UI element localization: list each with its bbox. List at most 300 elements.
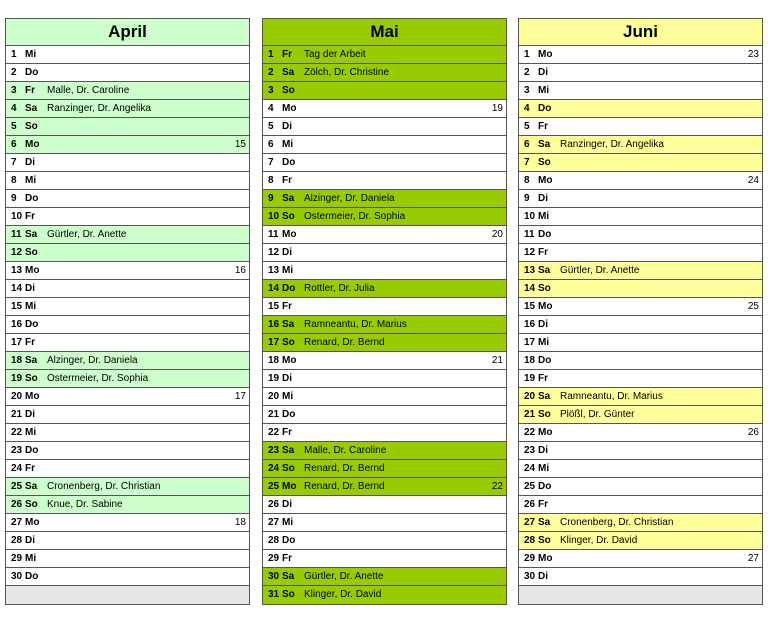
day-number: 30 [524, 571, 536, 582]
day-number: 19 [268, 373, 280, 384]
duty-name: Klinger, Dr. David [560, 535, 638, 546]
day-number: 3 [268, 85, 274, 96]
day-list [6, 46, 249, 604]
day-row [519, 136, 762, 154]
day-number: 22 [268, 427, 280, 438]
weekday: Mi [25, 553, 37, 564]
weekday: Di [538, 319, 548, 330]
day-row [263, 136, 506, 154]
day-number: 11 [268, 229, 279, 240]
day-number: 2 [268, 67, 274, 78]
day-number: 30 [11, 571, 23, 582]
day-number: 13 [11, 265, 23, 276]
weekday: Mi [538, 463, 550, 474]
weekday: Di [25, 535, 35, 546]
weekday: So [282, 211, 295, 222]
week-number: 23 [747, 49, 759, 60]
day-row [6, 442, 249, 460]
weekday: So [538, 535, 551, 546]
weekday: So [538, 283, 551, 294]
day-row [6, 172, 249, 190]
weekday: Di [25, 409, 35, 420]
day-number: 9 [11, 193, 17, 204]
day-row [6, 64, 249, 82]
weekday: Do [282, 409, 296, 420]
duty-name: Gürtler, Dr. Anette [47, 229, 127, 240]
day-row [519, 226, 762, 244]
day-row [263, 532, 506, 550]
day-number: 28 [524, 535, 536, 546]
day-row [519, 280, 762, 298]
weekday: Mi [282, 265, 294, 276]
day-list [519, 46, 762, 604]
day-number: 26 [524, 499, 536, 510]
empty-row [519, 586, 762, 604]
duty-name: Ostermeier, Dr. Sophia [47, 373, 149, 384]
weekday: Do [282, 535, 296, 546]
day-row [6, 190, 249, 208]
duty-name: Gürtler, Dr. Anette [560, 265, 640, 276]
day-row [6, 208, 249, 226]
day-number: 11 [524, 229, 535, 240]
duty-name: Klinger, Dr. David [304, 589, 382, 600]
day-number: 6 [11, 139, 17, 150]
duty-name: Ranzinger, Dr. Angelika [560, 139, 664, 150]
weekday: Di [538, 67, 548, 78]
day-row [6, 82, 249, 100]
day-row [263, 496, 506, 514]
day-row [6, 478, 249, 496]
week-number: 16 [234, 265, 246, 276]
weekday: Mo [538, 553, 553, 564]
day-row [6, 136, 249, 154]
weekday: Mo [282, 481, 297, 492]
day-row [519, 370, 762, 388]
day-row [519, 568, 762, 586]
day-number: 11 [11, 229, 22, 240]
day-row [6, 370, 249, 388]
weekday: So [282, 85, 295, 96]
day-row [6, 100, 249, 118]
day-row [519, 442, 762, 460]
duty-name: Cronenberg, Dr. Christian [560, 517, 674, 528]
day-number: 12 [268, 247, 280, 258]
day-row [263, 118, 506, 136]
day-number: 20 [268, 391, 280, 402]
weekday: Fr [538, 247, 548, 258]
week-number: 21 [491, 355, 503, 366]
weekday: Fr [282, 553, 292, 564]
day-row [263, 460, 506, 478]
day-row [519, 532, 762, 550]
day-row [263, 190, 506, 208]
day-number: 18 [524, 355, 536, 366]
weekday: So [538, 409, 551, 420]
duty-name: Ramneantu, Dr. Marius [304, 319, 407, 330]
week-number: 26 [747, 427, 759, 438]
day-number: 29 [11, 553, 23, 564]
weekday: Mi [282, 391, 294, 402]
weekday: Di [282, 373, 292, 384]
day-row [519, 64, 762, 82]
day-number: 4 [11, 103, 17, 114]
day-number: 20 [11, 391, 23, 402]
weekday: Mo [25, 265, 40, 276]
weekday: Do [282, 157, 296, 168]
day-number: 8 [11, 175, 17, 186]
duty-name: Knue, Dr. Sabine [47, 499, 123, 510]
day-number: 4 [268, 103, 274, 114]
day-number: 14 [524, 283, 536, 294]
day-number: 19 [11, 373, 23, 384]
day-row [263, 262, 506, 280]
day-row [263, 352, 506, 370]
day-row [6, 154, 249, 172]
day-number: 6 [524, 139, 530, 150]
weekday: Di [25, 283, 35, 294]
day-row [263, 388, 506, 406]
day-number: 25 [268, 481, 280, 492]
day-number: 21 [524, 409, 536, 420]
day-number: 10 [524, 211, 536, 222]
day-number: 20 [524, 391, 536, 402]
weekday: Sa [25, 103, 38, 114]
day-row [6, 550, 249, 568]
day-number: 5 [268, 121, 274, 132]
duty-name: Tag der Arbeit [304, 49, 366, 60]
weekday: Do [538, 229, 552, 240]
day-number: 25 [524, 481, 536, 492]
day-row [263, 172, 506, 190]
weekday: Fr [282, 49, 292, 60]
weekday: So [25, 247, 38, 258]
day-number: 1 [268, 49, 274, 60]
day-number: 27 [524, 517, 536, 528]
day-row [6, 388, 249, 406]
day-row [519, 496, 762, 514]
weekday: Do [538, 103, 552, 114]
month-header: Juni [519, 19, 762, 46]
day-number: 25 [11, 481, 23, 492]
day-row [519, 244, 762, 262]
day-number: 15 [268, 301, 280, 312]
day-row [519, 208, 762, 226]
duty-name: Ramneantu, Dr. Marius [560, 391, 663, 402]
weekday: Fr [25, 337, 35, 348]
day-row [263, 244, 506, 262]
week-number: 19 [491, 103, 503, 114]
weekday: Fr [538, 373, 548, 384]
weekday: Di [25, 157, 35, 168]
weekday: Mi [25, 301, 37, 312]
day-number: 23 [524, 445, 536, 456]
day-row [519, 190, 762, 208]
day-number: 26 [11, 499, 23, 510]
day-number: 21 [268, 409, 280, 420]
day-row [6, 262, 249, 280]
day-number: 3 [11, 85, 17, 96]
day-row [519, 172, 762, 190]
day-row [263, 514, 506, 532]
day-number: 13 [268, 265, 280, 276]
day-number: 10 [268, 211, 280, 222]
weekday: Do [282, 283, 296, 294]
weekday: So [25, 373, 38, 384]
week-number: 25 [747, 301, 759, 312]
weekday: Fr [25, 463, 35, 474]
day-number: 13 [524, 265, 536, 276]
weekday: Do [25, 571, 39, 582]
weekday: Sa [25, 355, 38, 366]
day-row [263, 64, 506, 82]
weekday: Mo [282, 103, 297, 114]
weekday: Di [538, 571, 548, 582]
weekday: Di [282, 121, 292, 132]
weekday: Fr [282, 175, 292, 186]
day-row [263, 424, 506, 442]
day-row [263, 226, 506, 244]
day-row [519, 46, 762, 64]
day-row [519, 334, 762, 352]
day-number: 14 [11, 283, 23, 294]
duty-name: Ostermeier, Dr. Sophia [304, 211, 406, 222]
day-row [519, 154, 762, 172]
day-row [6, 298, 249, 316]
weekday: Sa [282, 445, 295, 456]
day-number: 15 [524, 301, 536, 312]
month-mai [262, 18, 507, 605]
day-number: 5 [524, 121, 530, 132]
weekday: Fr [282, 427, 292, 438]
weekday: So [25, 121, 38, 132]
month-header: April [6, 19, 249, 46]
week-number: 15 [234, 139, 246, 150]
weekday: Mi [25, 427, 37, 438]
day-row [519, 298, 762, 316]
weekday: Mi [538, 211, 550, 222]
weekday: So [25, 499, 38, 510]
day-number: 1 [11, 49, 17, 60]
weekday: Mo [282, 229, 297, 240]
day-number: 19 [524, 373, 536, 384]
duty-name: Cronenberg, Dr. Christian [47, 481, 161, 492]
day-row [519, 118, 762, 136]
day-row [263, 442, 506, 460]
weekday: Mi [538, 337, 550, 348]
week-number: 27 [747, 553, 759, 564]
weekday: Di [282, 247, 292, 258]
weekday: So [282, 589, 295, 600]
weekday: Mo [282, 355, 297, 366]
day-row [6, 244, 249, 262]
day-number: 22 [11, 427, 23, 438]
empty-row [6, 586, 249, 604]
day-row [263, 586, 506, 604]
weekday: Sa [538, 265, 551, 276]
day-number: 4 [524, 103, 530, 114]
duty-name: Malle, Dr. Caroline [47, 85, 130, 96]
day-row [263, 100, 506, 118]
day-number: 10 [11, 211, 23, 222]
day-row [263, 334, 506, 352]
day-number: 27 [268, 517, 280, 528]
day-number: 7 [11, 157, 17, 168]
day-number: 18 [11, 355, 23, 366]
day-row [263, 298, 506, 316]
duty-name: Renard, Dr. Bernd [304, 463, 385, 474]
day-number: 16 [268, 319, 280, 330]
duty-name: Alzinger, Dr. Daniela [47, 355, 138, 366]
day-row [6, 514, 249, 532]
weekday: Mo [538, 175, 553, 186]
day-number: 3 [524, 85, 530, 96]
day-number: 14 [268, 283, 280, 294]
day-row [519, 352, 762, 370]
weekday: Sa [282, 193, 295, 204]
weekday: Sa [282, 319, 295, 330]
day-number: 23 [268, 445, 280, 456]
duty-name: Renard, Dr. Bernd [304, 337, 385, 348]
day-row [263, 280, 506, 298]
weekday: Do [25, 193, 39, 204]
day-number: 29 [524, 553, 536, 564]
weekday: Mi [25, 49, 37, 60]
day-number: 29 [268, 553, 280, 564]
day-number: 9 [524, 193, 530, 204]
weekday: Mo [538, 427, 553, 438]
day-row [6, 316, 249, 334]
day-row [6, 280, 249, 298]
day-row [6, 334, 249, 352]
day-number: 1 [524, 49, 530, 60]
day-number: 23 [11, 445, 23, 456]
weekday: Mo [25, 391, 40, 402]
day-number: 5 [11, 121, 17, 132]
day-number: 12 [11, 247, 23, 258]
day-row [6, 226, 249, 244]
weekday: Mo [25, 139, 40, 150]
day-number: 6 [268, 139, 274, 150]
day-row [263, 550, 506, 568]
day-row [519, 460, 762, 478]
day-number: 26 [268, 499, 280, 510]
month-juni [518, 18, 763, 605]
day-row [263, 208, 506, 226]
weekday: Sa [25, 481, 38, 492]
day-number: 2 [11, 67, 17, 78]
day-number: 9 [268, 193, 274, 204]
day-list [263, 46, 506, 604]
day-row [263, 316, 506, 334]
weekday: Mo [25, 517, 40, 528]
weekday: Di [282, 499, 292, 510]
day-row [519, 82, 762, 100]
day-row [519, 100, 762, 118]
day-number: 22 [524, 427, 536, 438]
month-header: Mai [263, 19, 506, 46]
day-number: 8 [268, 175, 274, 186]
weekday: Mi [282, 139, 294, 150]
day-number: 24 [11, 463, 23, 474]
day-number: 17 [524, 337, 536, 348]
weekday: Fr [538, 499, 548, 510]
week-number: 24 [747, 175, 759, 186]
day-number: 31 [268, 589, 280, 600]
day-row [263, 154, 506, 172]
day-number: 15 [11, 301, 23, 312]
day-number: 18 [268, 355, 280, 366]
duty-name: Zölch, Dr. Christine [304, 67, 390, 78]
day-row [6, 118, 249, 136]
duty-name: Ranzinger, Dr. Angelika [47, 103, 151, 114]
day-row [519, 478, 762, 496]
weekday: Sa [25, 229, 38, 240]
day-number: 2 [524, 67, 530, 78]
day-row [6, 568, 249, 586]
day-number: 24 [268, 463, 280, 474]
weekday: Sa [538, 391, 551, 402]
weekday: Mi [282, 517, 294, 528]
weekday: So [282, 337, 295, 348]
day-number: 7 [268, 157, 274, 168]
day-row [519, 550, 762, 568]
month-april [5, 18, 250, 605]
duty-name: Alzinger, Dr. Daniela [304, 193, 395, 204]
day-row [263, 406, 506, 424]
day-row [6, 424, 249, 442]
day-row [263, 568, 506, 586]
day-row [263, 46, 506, 64]
day-row [519, 388, 762, 406]
duty-name: Renard, Dr. Bernd [304, 481, 385, 492]
day-number: 7 [524, 157, 530, 168]
duty-name: Plößl, Dr. Günter [560, 409, 635, 420]
day-number: 16 [11, 319, 23, 330]
weekday: Mi [538, 85, 550, 96]
weekday: Do [25, 67, 39, 78]
day-row [519, 262, 762, 280]
day-number: 24 [524, 463, 536, 474]
day-row [519, 316, 762, 334]
weekday: Sa [538, 139, 551, 150]
day-row [6, 460, 249, 478]
day-number: 17 [268, 337, 280, 348]
day-row [519, 514, 762, 532]
weekday: Fr [538, 121, 548, 132]
weekday: Do [538, 481, 552, 492]
weekday: Sa [282, 571, 295, 582]
weekday: Sa [538, 517, 551, 528]
day-number: 17 [11, 337, 23, 348]
day-row [263, 478, 506, 496]
day-row [519, 424, 762, 442]
day-row [6, 352, 249, 370]
day-number: 28 [11, 535, 23, 546]
day-row [6, 406, 249, 424]
weekday: So [538, 157, 551, 168]
duty-name: Malle, Dr. Caroline [304, 445, 387, 456]
day-number: 21 [11, 409, 23, 420]
day-number: 12 [524, 247, 536, 258]
day-number: 8 [524, 175, 530, 186]
day-row [519, 406, 762, 424]
day-row [263, 370, 506, 388]
weekday: Di [538, 193, 548, 204]
duty-name: Gürtler, Dr. Anette [304, 571, 384, 582]
weekday: Do [25, 445, 39, 456]
weekday: Fr [25, 85, 35, 96]
weekday: Di [538, 445, 548, 456]
